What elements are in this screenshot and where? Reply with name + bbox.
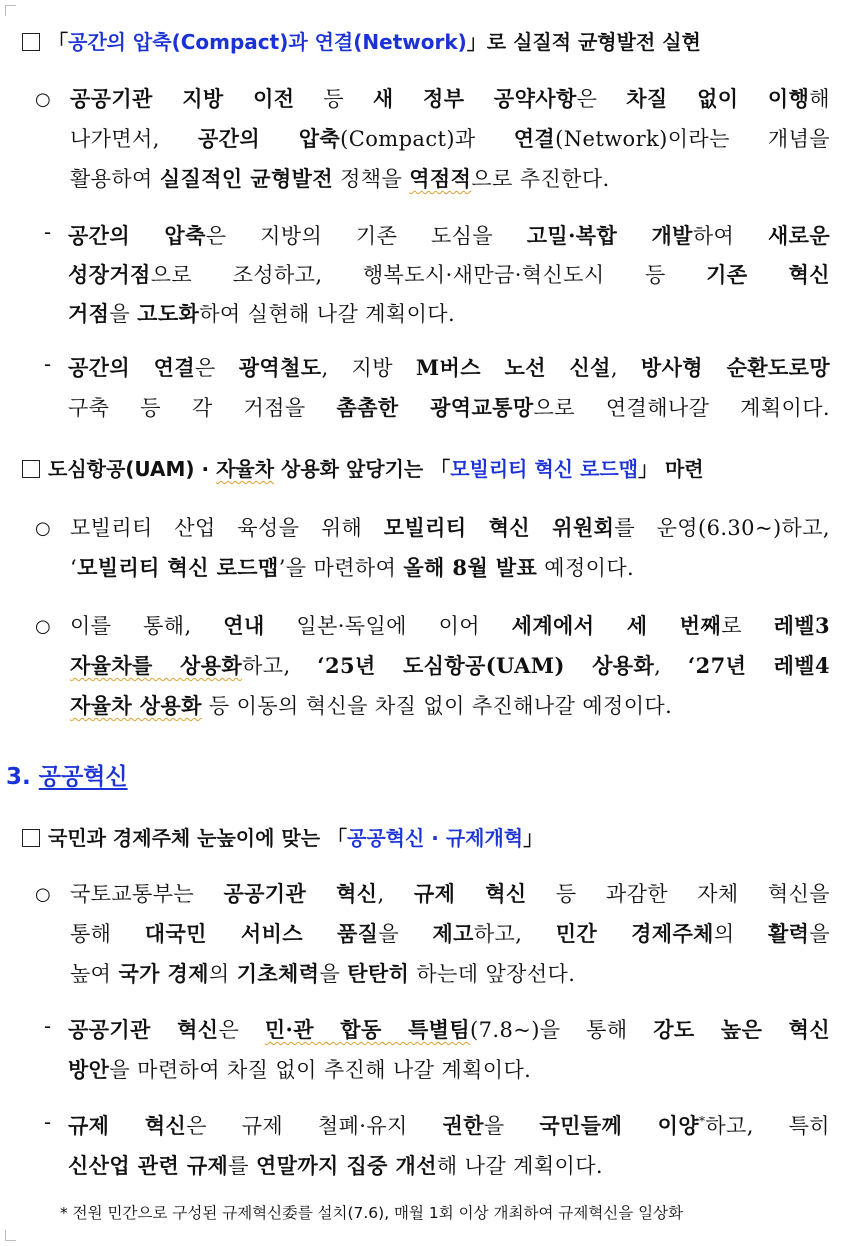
dash-bullet-icon: - [44, 1014, 52, 1038]
paragraph-line: 방안을 마련하여 차질 없이 추진해 나갈 계획이다. [68, 1057, 532, 1082]
paragraph-line: 자율차를 상용화하고, ‘25년 도심항공(UAM) 상용화, ‘27년 레벨4 [70, 653, 830, 678]
paragraph-line: 높여 국가 경제의 기초체력을 탄탄히 하는데 앞장선다. [70, 961, 576, 986]
heading-mobility-roadmap: 도심항공(UAM) · 자율차 상용화 앞당기는 「모빌리티 혁신 로드맵」 마련 [22, 453, 704, 482]
checkbox-square-icon [22, 829, 40, 847]
paragraph-line: ‘모빌리티 혁신 로드맵’을 마련하여 올해 8월 발표 예정이다. [70, 555, 635, 580]
paragraph-line: 나가면서, 공간의 압축(Compact)과 연결(Network)이라는 개념을 [70, 126, 830, 151]
section-title-public-innovation: 3. 공공혁신 [6, 764, 128, 790]
heading-text: 로 실질적 균형발전 실현 [486, 30, 701, 54]
bracket-close: 」 [466, 30, 487, 54]
heading-public-regulatory-innovation: 국민과 경제주체 눈높이에 맞는 「공공혁신 · 규제개혁」 [22, 822, 543, 851]
bracket-open: 「 [48, 30, 68, 54]
paragraph-line: 성장거점으로 조성하고, 행복도시·새만금·혁신도시 등 기존 혁신 [68, 262, 830, 287]
paragraph-line: 이를 통해, 연내 일본·독일에 이어 세계에서 세 번째로 레벨3 [70, 613, 830, 638]
heading-highlight: 모빌리티 혁신 로드맵 [450, 457, 639, 481]
checkbox-square-icon [22, 460, 40, 478]
crop-mark-top-left [5, 5, 16, 16]
paragraph-line: 공간의 압축은 지방의 기존 도심을 고밀·복합 개발하여 새로운 [68, 223, 831, 248]
checkbox-square-icon [22, 33, 40, 51]
paragraph-line: 규제 혁신은 규제 철폐·유지 권한을 국민들께 이양*하고, 특히 [68, 1113, 830, 1138]
circle-bullet-icon: ○ [35, 884, 51, 905]
heading-balanced-development [22, 26, 701, 55]
dash-bullet-icon: - [44, 1110, 52, 1134]
crop-mark-bottom-left [5, 1230, 16, 1241]
paragraph-line: 공공기관 지방 이전 등 새 정부 공약사항은 차질 없이 이행해 [70, 86, 830, 111]
paragraph-line: 거점을 고도화하여 실현해 나갈 계획이다. [68, 301, 456, 326]
paragraph-line: 모빌리티 산업 육성을 위해 모빌리티 혁신 위원회를 운영(6.30~)하고, [70, 515, 830, 540]
heading-highlight: 공공혁신 · 규제개혁 [347, 826, 524, 850]
circle-bullet-icon: ○ [35, 616, 51, 637]
heading-highlight: 공간의 압축(Compact)과 연결(Network) [68, 30, 467, 54]
dash-bullet-icon: - [44, 220, 52, 244]
paragraph-line: 공공기관 혁신은 민·관 합동 특별팀(7.8~)을 통해 강도 높은 혁신 [68, 1017, 831, 1042]
paragraph-line: 자율차 상용화 등 이동의 혁신을 차질 없이 추진해나갈 예정이다. [70, 693, 673, 718]
paragraph-line: 국토교통부는 공공기관 혁신, 규제 혁신 등 과감한 자체 혁신을 [70, 881, 830, 906]
paragraph-line: 구축 등 각 거점을 촘촘한 광역교통망으로 연결해나갈 계획이다. [68, 395, 830, 420]
dash-bullet-icon: - [44, 352, 52, 376]
footnote: * 전원 민간으로 구성된 규제혁신委를 설치(7.6), 매월 1회 이상 개최하여 규제혁신을 일상화 [60, 1204, 684, 1222]
paragraph-line: 신산업 관련 규제를 연말까지 집중 개선해 나갈 계획이다. [68, 1153, 603, 1178]
paragraph-line: 통해 대국민 서비스 품질을 제고하고, 민간 경제주체의 활력을 [70, 921, 830, 946]
circle-bullet-icon: ○ [35, 518, 51, 539]
paragraph-line: 활용하여 실질적인 균형발전 정책을 역점적으로 추진한다. [70, 166, 610, 191]
circle-bullet-icon: ○ [35, 89, 51, 110]
paragraph-line: 공간의 연결은 광역철도, 지방 M버스 노선 신설, 방사형 순환도로망 [68, 355, 831, 380]
